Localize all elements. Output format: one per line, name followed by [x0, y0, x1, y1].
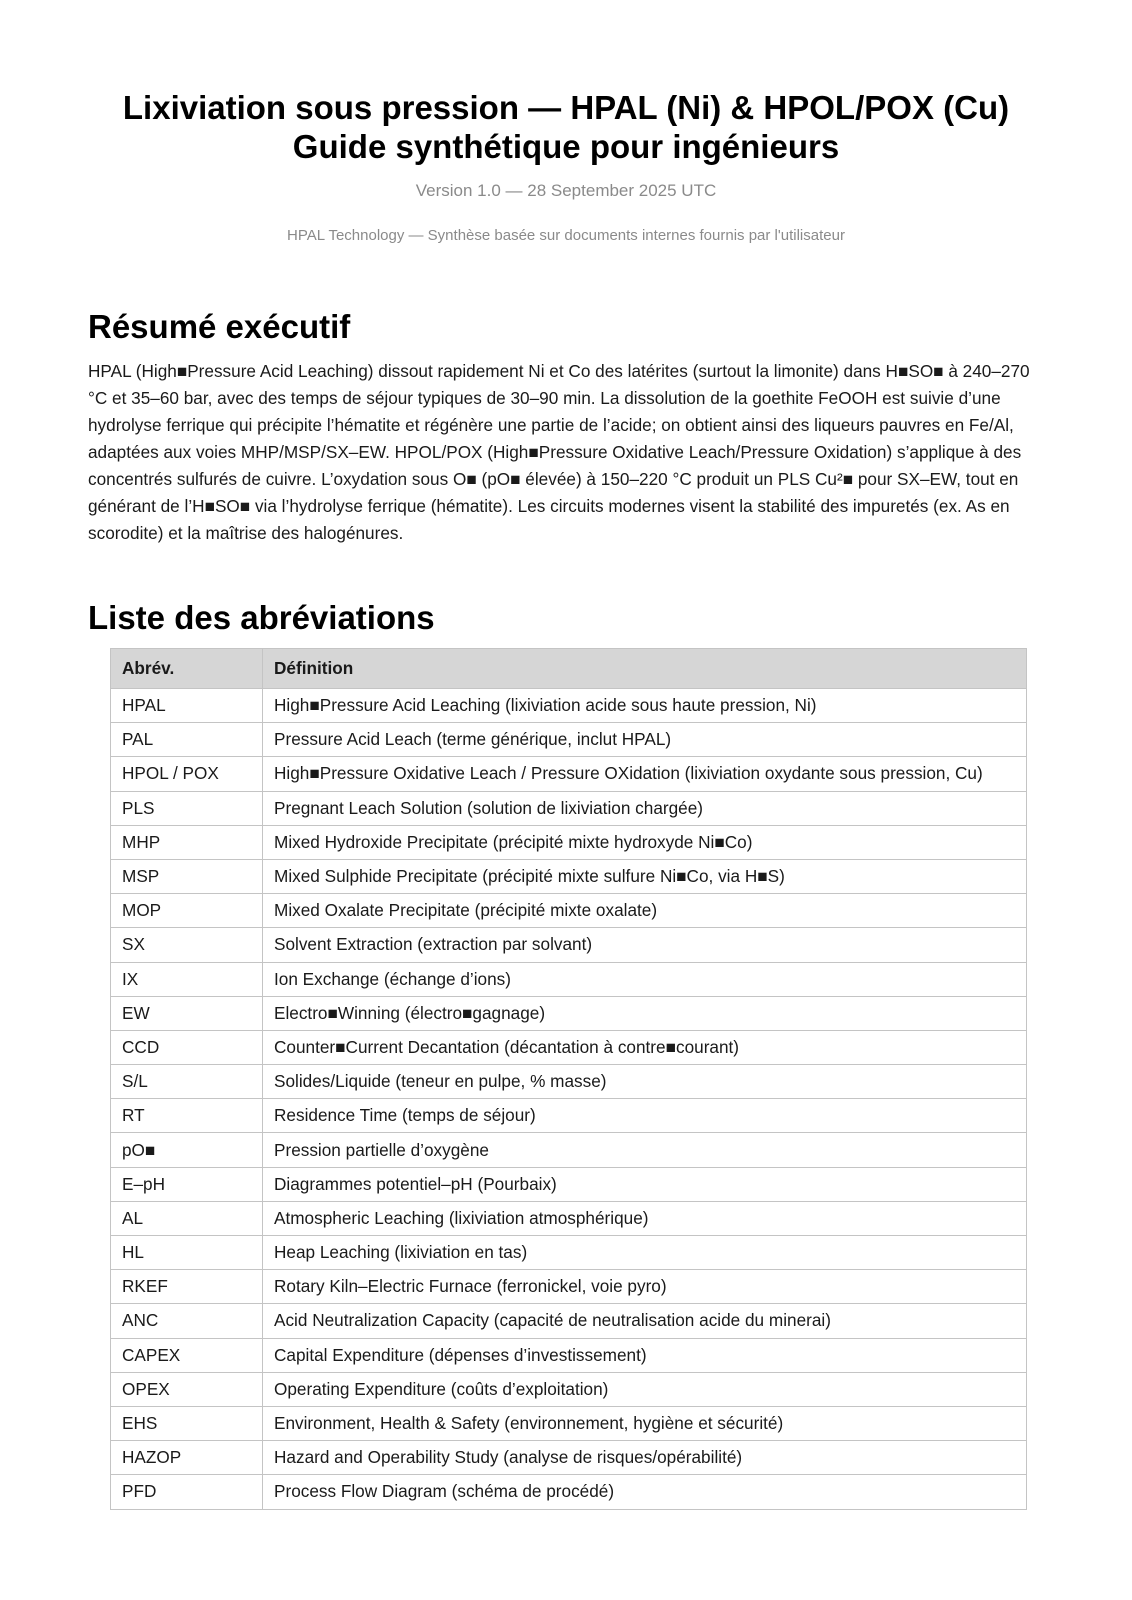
table-row	[111, 1270, 1027, 1304]
table-body	[111, 689, 1027, 1510]
definition-cell: Counter■Current Decantation (décantation à contre■courant)	[263, 1030, 1027, 1064]
table-row	[111, 723, 1027, 757]
table-row	[111, 1030, 1027, 1064]
table-row	[111, 825, 1027, 859]
abbreviation-cell: MOP	[111, 894, 263, 928]
definition-cell: Hazard and Operability Study (analyse de risques/opérabilité)	[263, 1441, 1027, 1475]
definition-cell: Process Flow Diagram (schéma de procédé)	[263, 1475, 1027, 1509]
abbreviation-cell: EW	[111, 996, 263, 1030]
abbreviation-cell: CCD	[111, 1030, 263, 1064]
document-title	[0, 88, 1132, 166]
table-row	[111, 1133, 1027, 1167]
abbreviation-cell: PLS	[111, 791, 263, 825]
abbreviation-cell: HAZOP	[111, 1441, 263, 1475]
abbreviation-cell: EHS	[111, 1406, 263, 1440]
summary-heading: Résumé exécutif	[88, 308, 351, 345]
definition-cell: Rotary Kiln–Electric Furnace (ferronickel, voie pyro)	[263, 1270, 1027, 1304]
column-header-abbr: Abrév.	[111, 649, 263, 689]
table-row	[111, 1167, 1027, 1201]
table-row	[111, 1099, 1027, 1133]
table-row	[111, 1338, 1027, 1372]
table-row	[111, 1441, 1027, 1475]
abbreviation-cell: AL	[111, 1201, 263, 1235]
table-row	[111, 1236, 1027, 1270]
definition-cell: Pressure Acid Leach (terme générique, inclut HPAL)	[263, 723, 1027, 757]
title-line-2: Guide synthétique pour ingénieurs	[292, 128, 840, 165]
title-block	[0, 88, 1132, 246]
table-row	[111, 1372, 1027, 1406]
definition-cell: Capital Expenditure (dépenses d’investissement)	[263, 1338, 1027, 1372]
abbreviation-cell: OPEX	[111, 1372, 263, 1406]
definition-cell: Ion Exchange (échange d’ions)	[263, 962, 1027, 996]
definition-cell: Solvent Extraction (extraction par solvant)	[263, 928, 1027, 962]
abbreviation-cell: SX	[111, 928, 263, 962]
abbreviation-cell: PFD	[111, 1475, 263, 1509]
definition-cell: Environment, Health & Safety (environnement, hygiène et sécurité)	[263, 1406, 1027, 1440]
abbreviations-heading: Liste des abréviations	[88, 599, 435, 636]
table-row	[111, 1304, 1027, 1338]
abbreviation-cell: S/L	[111, 1065, 263, 1099]
abbreviation-cell: MSP	[111, 859, 263, 893]
summary-paragraph: HPAL (High■Pressure Acid Leaching) dissout rapidement Ni et Co des latérites (surtout la limonite) dans H■SO■ à 240–270 °C et 35–60 bar, avec des temps de séjour typiques de 30–90 min. La dissolution de la goethite FeOOH est suivie d’une hydrolyse ferrique qui précipite l’hématite et régénère une partie de l’acide; on obtient ainsi des liqueurs pauvres en Fe/Al, adaptées aux voies MHP/MSP/SX–EW. HPOL/POX (High■Pressure Oxidative Leach/Pressure Oxidation) s’applique à des concentrés sulfurés de cuivre. L’oxydation sous O■ (pO■ élevée) à 150–220 °C produit un PLS Cu²■ pour SX–EW, tout en générant de l’H■SO■ via l’hydrolyse ferrique (hématite). Les circuits modernes visent la stabilité des impuretés (ex. As en scorodite) et la maîtrise des halogénures.	[88, 361, 1030, 543]
abbreviation-cell: RT	[111, 1099, 263, 1133]
definition-cell: Mixed Oxalate Precipitate (précipité mixte oxalate)	[263, 894, 1027, 928]
abbreviations-table	[110, 648, 1027, 1510]
table-row	[111, 757, 1027, 791]
abbreviation-cell: CAPEX	[111, 1338, 263, 1372]
abbreviation-cell: PAL	[111, 723, 263, 757]
definition-cell: Mixed Hydroxide Precipitate (précipité mixte hydroxyde Ni■Co)	[263, 825, 1027, 859]
definition-cell: Heap Leaching (lixiviation en tas)	[263, 1236, 1027, 1270]
abbreviation-cell: RKEF	[111, 1270, 263, 1304]
abbreviation-cell: E–pH	[111, 1167, 263, 1201]
definition-cell: Operating Expenditure (coûts d’exploitation)	[263, 1372, 1027, 1406]
abbreviation-cell: HPOL / POX	[111, 757, 263, 791]
abbreviation-cell: pO■	[111, 1133, 263, 1167]
table-row	[111, 791, 1027, 825]
abbreviation-cell: IX	[111, 962, 263, 996]
definition-cell: Acid Neutralization Capacity (capacité de neutralisation acide du minerai)	[263, 1304, 1027, 1338]
table-header-row	[111, 649, 1027, 689]
definition-cell: Atmospheric Leaching (lixiviation atmosphérique)	[263, 1201, 1027, 1235]
table-row	[111, 689, 1027, 723]
table-row	[111, 1406, 1027, 1440]
definition-cell: Electro■Winning (électro■gagnage)	[263, 996, 1027, 1030]
definition-cell: High■Pressure Acid Leaching (lixiviation acide sous haute pression, Ni)	[263, 689, 1027, 723]
organization-line: HPAL Technology — Synthèse basée sur documents internes fournis par l'utilisateur	[287, 227, 845, 244]
table-row	[111, 1475, 1027, 1509]
definition-cell: Pregnant Leach Solution (solution de lixiviation chargée)	[263, 791, 1027, 825]
version-line: Version 1.0 — 28 September 2025 UTC	[415, 181, 717, 200]
definition-cell: Pression partielle d’oxygène	[263, 1133, 1027, 1167]
abbreviation-cell: MHP	[111, 825, 263, 859]
column-header-definition: Définition	[263, 649, 1027, 689]
title-line-1: Lixiviation sous pression — HPAL (Ni) & HPOL/POX (Cu)	[122, 89, 1010, 126]
table-row	[111, 928, 1027, 962]
table-row	[111, 962, 1027, 996]
definition-cell: Solides/Liquide (teneur en pulpe, % masse)	[263, 1065, 1027, 1099]
table-row	[111, 859, 1027, 893]
abbreviation-cell: HL	[111, 1236, 263, 1270]
definition-cell: High■Pressure Oxidative Leach / Pressure OXidation (lixiviation oxydante sous pression, Cu)	[263, 757, 1027, 791]
definition-cell: Mixed Sulphide Precipitate (précipité mixte sulfure Ni■Co, via H■S)	[263, 859, 1027, 893]
table-row	[111, 1065, 1027, 1099]
abbreviation-cell: HPAL	[111, 689, 263, 723]
definition-cell: Residence Time (temps de séjour)	[263, 1099, 1027, 1133]
table-row	[111, 996, 1027, 1030]
table-row	[111, 1201, 1027, 1235]
definition-cell: Diagrammes potentiel–pH (Pourbaix)	[263, 1167, 1027, 1201]
table-row	[111, 894, 1027, 928]
abbreviation-cell: ANC	[111, 1304, 263, 1338]
